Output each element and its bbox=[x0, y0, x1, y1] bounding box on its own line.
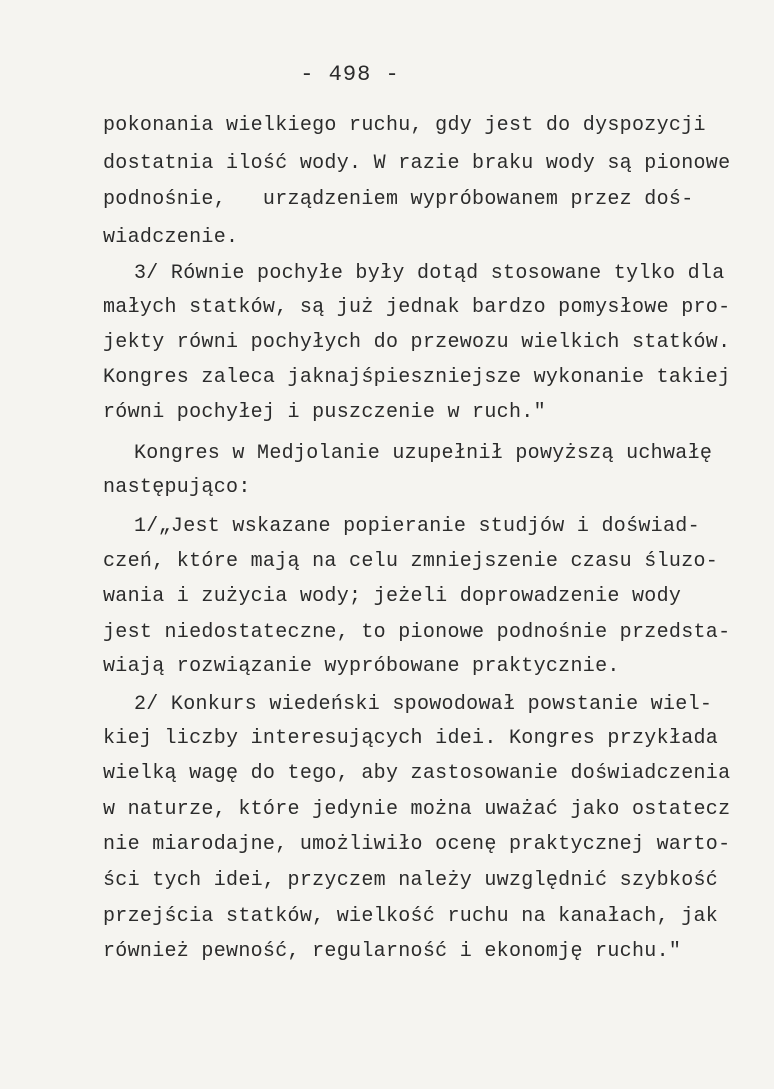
text-line: dostatnia ilość wody. W razie braku wody są pionowe bbox=[103, 152, 731, 175]
text-line: jekty równi pochyłych do przewozu wielkich statków. bbox=[103, 331, 731, 354]
text-line: nie miarodajne, umożliwiło ocenę praktycznej warto- bbox=[103, 833, 731, 856]
text-line: wiają rozwiązanie wypróbowane praktycznie. bbox=[103, 655, 620, 678]
text-line: wania i zużycia wody; jeżeli doprowadzenie wody bbox=[103, 585, 682, 608]
text-line: pokonania wielkiego ruchu, gdy jest do dyspozycji bbox=[103, 114, 706, 137]
text-line: również pewność, regularność i ekonomję ruchu." bbox=[103, 940, 682, 963]
text-line: jest niedostateczne, to pionowe podnośnie przedsta- bbox=[103, 621, 731, 644]
text-line: Kongres zaleca jaknajśpieszniejsze wykonanie takiej bbox=[103, 366, 731, 389]
text-line: kiej liczby interesujących idei. Kongres przykłada bbox=[103, 727, 719, 750]
text-line: ści tych idei, przyczem należy uwzględnić szybkość bbox=[103, 869, 719, 892]
paragraph-3-start: 3/ Równie pochyłe były dotąd stosowane tylko dla bbox=[134, 262, 725, 285]
text-line: następująco: bbox=[103, 476, 251, 499]
text-line: w naturze, które jedynie można uważać jako ostatecz bbox=[103, 798, 731, 821]
paragraph-milan-start: Kongres w Medjolanie uzupełnił powyższą uchwałę bbox=[134, 442, 713, 465]
text-line: podnośnie, urządzeniem wypróbowanem przez doś- bbox=[103, 188, 694, 211]
text-line: przejścia statków, wielkość ruchu na kanałach, jak bbox=[103, 905, 719, 928]
text-line: wiadczenie. bbox=[103, 226, 239, 249]
paragraph-1-start: 1/„Jest wskazane popieranie studjów i doświad- bbox=[134, 515, 700, 538]
text-line: czeń, które mają na celu zmniejszenie czasu śluzo- bbox=[103, 550, 719, 573]
paragraph-2-start: 2/ Konkurs wiedeński spowodował powstanie wiel- bbox=[134, 693, 713, 716]
text-line: małych statków, są już jednak bardzo pomysłowe pro- bbox=[103, 296, 731, 319]
text-line: równi pochyłej i puszczenie w ruch." bbox=[103, 401, 546, 424]
page-number: - 498 - bbox=[300, 62, 400, 87]
text-line: wielką wagę do tego, aby zastosowanie doświadczenia bbox=[103, 762, 731, 785]
